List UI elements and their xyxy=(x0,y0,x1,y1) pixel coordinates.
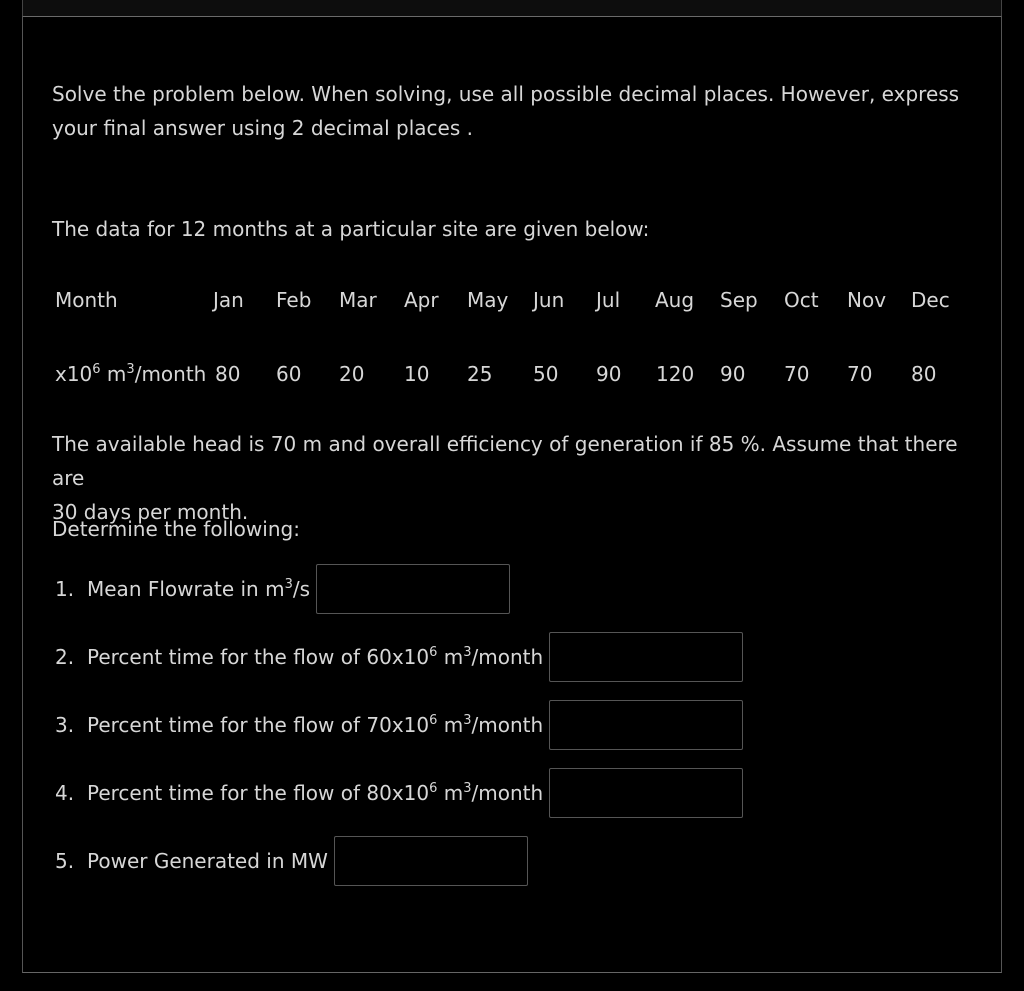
month-header-label: Month xyxy=(55,288,118,312)
flow-value-cell: 90 xyxy=(596,362,622,386)
flow-value-cell: 70 xyxy=(847,362,873,386)
unit-exp: 6 xyxy=(92,362,101,377)
question-text: Percent time for the flow of $70x10^6$ $m^3$/month xyxy=(87,713,544,737)
flow-values-row xyxy=(55,359,975,389)
flow-value-cell: 60 xyxy=(276,362,302,386)
question-number: 3. xyxy=(55,713,75,737)
unit-suffix: /month xyxy=(134,362,207,386)
question-3 xyxy=(55,698,743,752)
question-number: 4. xyxy=(55,781,75,805)
mean-flowrate-input[interactable] xyxy=(316,564,510,614)
question-text: Percent time for the flow of $80x10^6$ $m^3$/month xyxy=(87,781,544,805)
flow-value-cell: 20 xyxy=(339,362,365,386)
question-text: Percent time for the flow of $60x10^6$ $m^3$/month xyxy=(87,645,544,669)
month-cell: Jan xyxy=(213,288,244,312)
question-number: 2. xyxy=(55,645,75,669)
month-cell: Apr xyxy=(404,288,439,312)
flow-value-cell: 70 xyxy=(784,362,810,386)
percent-time-80-input[interactable] xyxy=(549,768,743,818)
flow-value-cell: 120 xyxy=(656,362,695,386)
top-bar xyxy=(22,0,1002,17)
question-1 xyxy=(55,562,510,616)
month-cell: Feb xyxy=(276,288,312,312)
flow-value-cell: 25 xyxy=(467,362,493,386)
month-cell: Jul xyxy=(596,288,621,312)
head-info-line2: 30 days per month. xyxy=(52,500,249,524)
intro-text: The data for 12 months at a particular site are given below: xyxy=(52,217,650,241)
power-generated-input[interactable] xyxy=(334,836,528,886)
question-5 xyxy=(55,834,528,888)
question-text: Power Generated in MW xyxy=(87,849,328,873)
instructions-line1: Solve the problem below. When solving, use all possible decimal places. However, express xyxy=(52,82,960,106)
question-number: 5. xyxy=(55,849,75,873)
head-info-line1: The available head is 70 m and overall efficiency of generation if 85 %. Assume that there are xyxy=(52,432,958,490)
month-cell: Nov xyxy=(847,288,887,312)
flow-value-cell: 10 xyxy=(404,362,430,386)
determine-label: Determine the following: xyxy=(52,517,300,541)
month-cell: May xyxy=(467,288,509,312)
month-cell: Mar xyxy=(339,288,377,312)
question-number: 1. xyxy=(55,577,75,601)
month-cell: Dec xyxy=(911,288,950,312)
percent-time-70-input[interactable] xyxy=(549,700,743,750)
flow-unit-label xyxy=(55,359,206,389)
month-cell: Aug xyxy=(655,288,695,312)
unit-mid: m xyxy=(100,362,127,386)
instructions-line2: your final answer using 2 decimal places . xyxy=(52,116,473,140)
unit-prefix: x10 xyxy=(55,362,93,386)
flow-value-cell: 80 xyxy=(911,362,937,386)
question-4 xyxy=(55,766,743,820)
flow-value-cell: 90 xyxy=(720,362,746,386)
month-cell: Oct xyxy=(784,288,819,312)
percent-time-60-input[interactable] xyxy=(549,632,743,682)
question-text: Mean Flowrate in $m^3/s$ xyxy=(87,577,311,601)
flow-value-cell: 50 xyxy=(533,362,559,386)
flow-value-cell: 80 xyxy=(215,362,241,386)
unit-exp2: 3 xyxy=(126,362,135,377)
month-cell: Jun xyxy=(533,288,565,312)
month-header-row xyxy=(55,285,975,315)
instructions xyxy=(52,77,962,145)
month-cell: Sep xyxy=(720,288,758,312)
question-2 xyxy=(55,630,743,684)
